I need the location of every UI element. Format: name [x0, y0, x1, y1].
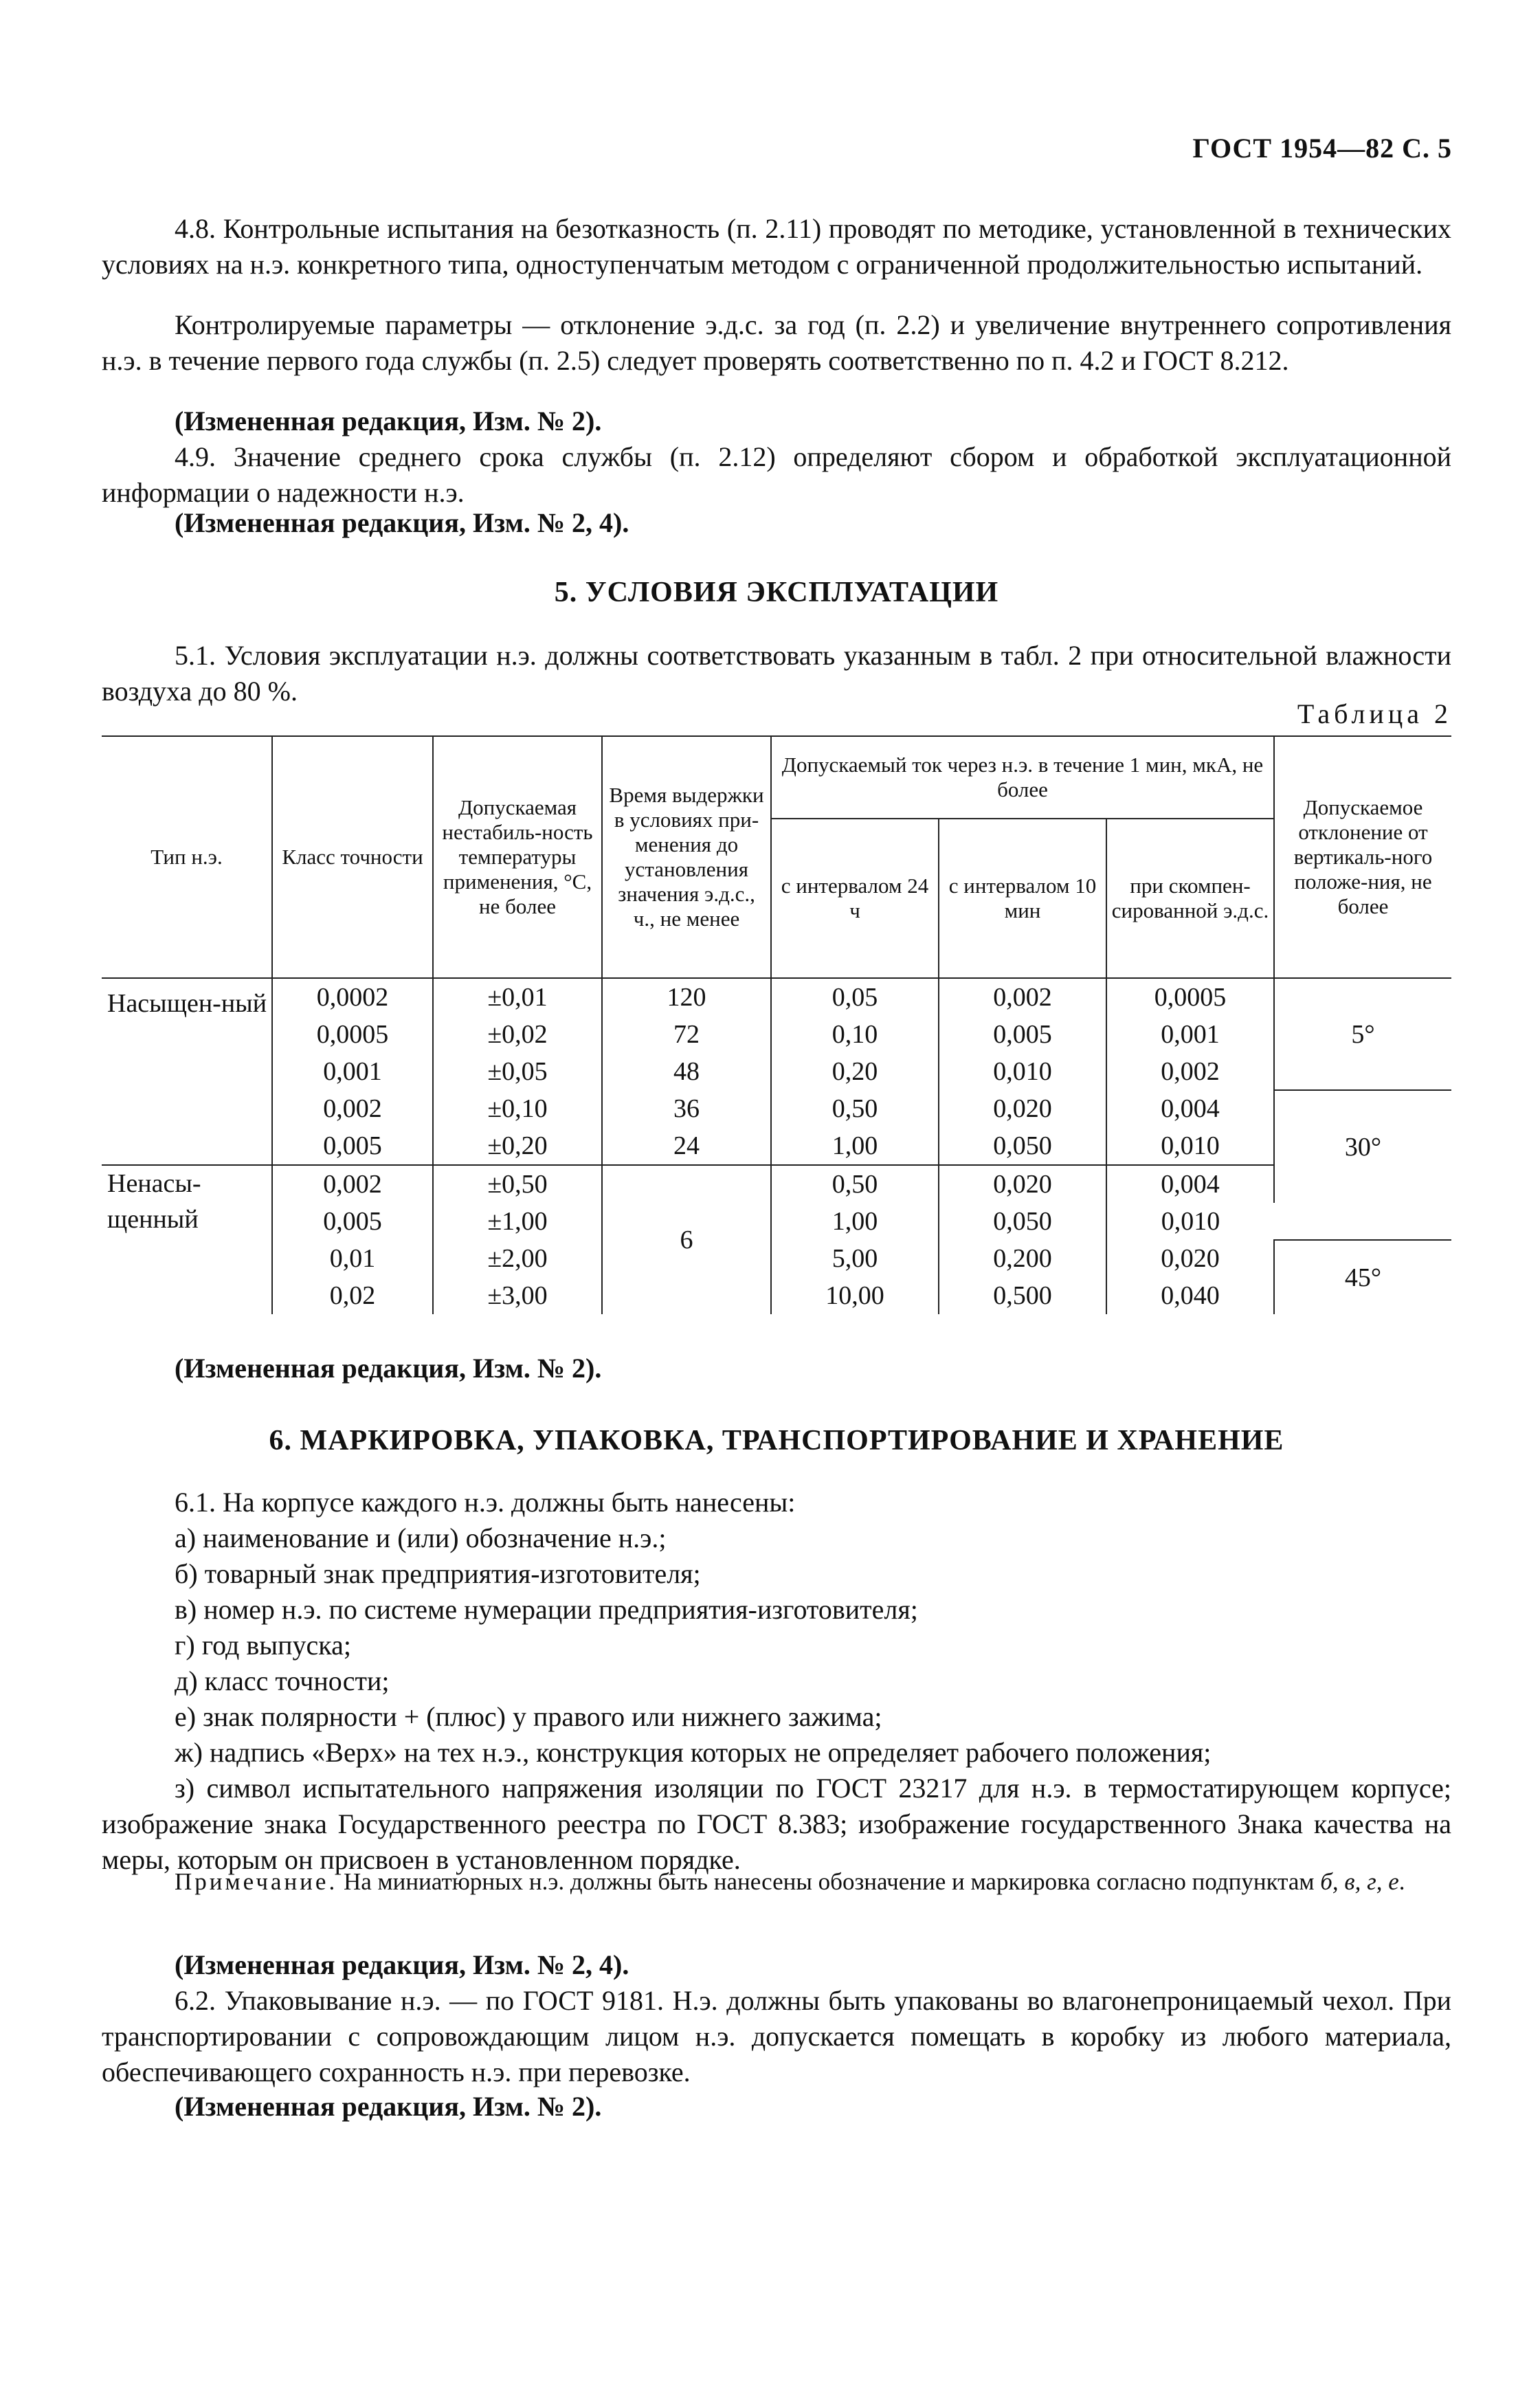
list-item: б) товарный знак предприятия-изготовителя; — [175, 1558, 701, 1589]
cell-current-10min: 0,002 — [939, 978, 1106, 1016]
cell-class: 0,005 — [272, 1127, 433, 1165]
cell-current-comp: 0,004 — [1106, 1165, 1274, 1203]
cell-class: 0,002 — [272, 1090, 433, 1127]
col-header-current-comp: при скомпен-сированной э.д.с. — [1106, 819, 1274, 978]
revision-note: (Измененная редакция, Изм. № 2). — [175, 2091, 602, 2122]
cell-current-10min: 0,020 — [939, 1090, 1106, 1127]
cell-class: 0,0005 — [272, 1016, 433, 1053]
list-item: г) год выпуска; — [175, 1630, 351, 1661]
cell-instability: ±2,00 — [433, 1240, 602, 1277]
cell-current-comp: 0,020 — [1106, 1240, 1274, 1277]
table-row — [102, 1240, 1451, 1277]
cell-current-24h: 0,05 — [771, 978, 939, 1016]
cell-current-10min: 0,500 — [939, 1277, 1106, 1314]
col-header-current-10min: с интервалом 10 мин — [939, 819, 1106, 978]
table-row — [102, 1090, 1451, 1127]
col-header-class: Класс точности — [272, 736, 433, 978]
cell-class: 0,005 — [272, 1203, 433, 1240]
cell-current-24h: 1,00 — [771, 1203, 939, 1240]
revision-note: (Измененная редакция, Изм. № 2). — [175, 406, 602, 436]
cell-instability: ±0,01 — [433, 978, 602, 1016]
paragraph-4-9: 4.9. Значение среднего срока службы (п. 2.12) определяют сбором и обработкой эксплуатационной информации о надежности н.э. — [102, 441, 1451, 508]
cell-current-comp: 0,002 — [1106, 1053, 1274, 1090]
cell-class: 0,0002 — [272, 978, 433, 1016]
cell-current-10min: 0,005 — [939, 1016, 1106, 1053]
revision-note: (Измененная редакция, Изм. № 2, 4). — [175, 1949, 629, 1980]
cell-instability: ±3,00 — [433, 1277, 602, 1314]
cell-current-10min: 0,200 — [939, 1240, 1106, 1277]
cell-deviation-1: 5° — [1274, 978, 1451, 1090]
col-header-current-24h: с интервалом 24 ч — [771, 819, 939, 978]
list-item: ж) надпись «Верх» на тех н.э., конструкция которых не определяет рабочего положения; — [175, 1737, 1212, 1768]
list-item: д) класс точности; — [175, 1665, 390, 1696]
note-label: Примечание. — [175, 1868, 338, 1895]
cell-current-24h: 1,00 — [771, 1127, 939, 1165]
cell-time: 36 — [602, 1090, 771, 1127]
cell-time: 72 — [602, 1016, 771, 1053]
cell-current-comp: 0,0005 — [1106, 978, 1274, 1016]
cell-current-comp: 0,001 — [1106, 1016, 1274, 1053]
cell-deviation-2: 30° — [1274, 1090, 1451, 1203]
cell-current-comp: 0,004 — [1106, 1090, 1274, 1127]
cell-current-24h: 0,10 — [771, 1016, 939, 1053]
section-6-heading: 6. МАРКИРОВКА, УПАКОВКА, ТРАНСПОРТИРОВАНИЕ И ХРАНЕНИЕ — [269, 1425, 1284, 1456]
revision-note: (Измененная редакция, Изм. № 2, 4). — [175, 507, 629, 538]
cell-instability: ±0,10 — [433, 1090, 602, 1127]
list-item: е) знак полярности + (плюс) у правого или нижнего зажима; — [175, 1701, 882, 1732]
cell-class: 0,01 — [272, 1240, 433, 1277]
cell-current-comp: 0,010 — [1106, 1203, 1274, 1240]
operating-conditions-table — [102, 735, 1451, 1314]
col-header-current: Допускаемый ток через н.э. в течение 1 мин, мкА, не более — [771, 736, 1274, 819]
type-saturated: Насыщен-ный — [107, 989, 267, 1018]
cell-current-10min: 0,050 — [939, 1127, 1106, 1165]
cell-current-comp: 0,040 — [1106, 1277, 1274, 1314]
cell-class: 0,02 — [272, 1277, 433, 1314]
list-item-z: з) символ испытательного напряжения изоляции по ГОСТ 23217 для н.э. в термостатирующем корпусе; изображение знака Государственного реестра по ГОСТ 8.383; изображение государственного Знака качества на меры, которым он присвоен в установленном порядке. — [102, 1773, 1451, 1875]
col-header-instability: Допускаемая нестабиль-ность температуры применения, °С, не более — [433, 736, 602, 978]
cell-deviation-3: 45° — [1274, 1240, 1451, 1314]
col-header-deviation: Допускаемое отклонение от вертикаль-ного положе-ния, не более — [1274, 736, 1451, 978]
section-5-heading: 5. УСЛОВИЯ ЭКСПЛУАТАЦИИ — [554, 577, 999, 608]
cell-current-10min: 0,050 — [939, 1203, 1106, 1240]
note — [102, 1866, 1451, 1898]
table-row — [102, 1127, 1451, 1165]
paragraph-4-8: 4.8. Контрольные испытания на безотказность (п. 2.11) проводят по методике, установленной в технических условиях на н.э. конкретного типа, одноступенчатым методом с ограниченной продолжительностью испытаний. — [102, 213, 1451, 280]
list-item: в) номер н.э. по системе нумерации предприятия-изготовителя; — [175, 1594, 918, 1625]
cell-current-24h: 10,00 — [771, 1277, 939, 1314]
cell-time: 24 — [602, 1127, 771, 1165]
col-header-type: Тип н.э. — [102, 736, 272, 978]
cell-instability: ±0,20 — [433, 1127, 602, 1165]
cell-current-24h: 0,50 — [771, 1090, 939, 1127]
cell-current-24h: 5,00 — [771, 1240, 939, 1277]
cell-time-unsaturated: 6 — [602, 1165, 771, 1314]
cell-class: 0,001 — [272, 1053, 433, 1090]
cell-time: 120 — [602, 978, 771, 1016]
table-row — [102, 1277, 1451, 1314]
paragraph-6-1: 6.1. На корпусе каждого н.э. должны быть нанесены: — [175, 1487, 796, 1518]
table-row — [102, 1016, 1451, 1053]
cell-current-10min: 0,020 — [939, 1165, 1106, 1203]
cell-instability: ±1,00 — [433, 1203, 602, 1240]
revision-note: (Измененная редакция, Изм. № 2). — [175, 1353, 602, 1384]
table-caption: Таблица 2 — [1297, 698, 1452, 729]
cell-time: 48 — [602, 1053, 771, 1090]
page-header: ГОСТ 1954—82 С. 5 — [1192, 133, 1452, 164]
list-item: а) наименование и (или) обозначение н.э.; — [175, 1522, 667, 1553]
note-end: . — [1398, 1868, 1405, 1895]
table-row — [102, 978, 1451, 1016]
type-unsaturated: Ненасы-щенный — [102, 1165, 272, 1314]
cell-current-comp: 0,010 — [1106, 1127, 1274, 1165]
cell-current-24h: 0,20 — [771, 1053, 939, 1090]
paragraph-5-1: 5.1. Условия эксплуатации н.э. должны соответствовать указанным в табл. 2 при относительной влажности воздуха до 80 %. — [102, 640, 1451, 707]
cell-current-10min: 0,010 — [939, 1053, 1106, 1090]
cell-instability: ±0,02 — [433, 1016, 602, 1053]
cell-instability: ±0,05 — [433, 1053, 602, 1090]
table-row — [102, 1165, 1451, 1203]
table-row — [102, 1053, 1451, 1090]
col-header-hold-time: Время выдержки в условиях при-менения до установления значения э.д.с., ч., не менее — [602, 736, 771, 978]
paragraph-6-2: 6.2. Упаковывание н.э. — по ГОСТ 9181. Н.э. должны быть упакованы во влагонепроницаемый чехол. При транспортировании с сопровождающим лицом н.э. допускается помещать в коробку из любого материала, обеспечивающего сохранность н.э. при перевозке. — [102, 1985, 1451, 2087]
table-row — [102, 1203, 1451, 1240]
cell-instability: ±0,50 — [433, 1165, 602, 1203]
note-items: б, в, г, е — [1320, 1868, 1399, 1895]
cell-current-24h: 0,50 — [771, 1165, 939, 1203]
paragraph-4-8-params: Контролируемые параметры — отклонение э.д.с. за год (п. 2.2) и увеличение внутреннего сопротивления н.э. в течение первого года службы (п. 2.5) следует проверять соответственно по п. 4.2 и ГОСТ 8.212. — [102, 309, 1451, 376]
note-text: На миниатюрных н.э. должны быть нанесены обозначение и маркировка согласно подпунктам — [337, 1868, 1321, 1895]
cell-class: 0,002 — [272, 1165, 433, 1203]
